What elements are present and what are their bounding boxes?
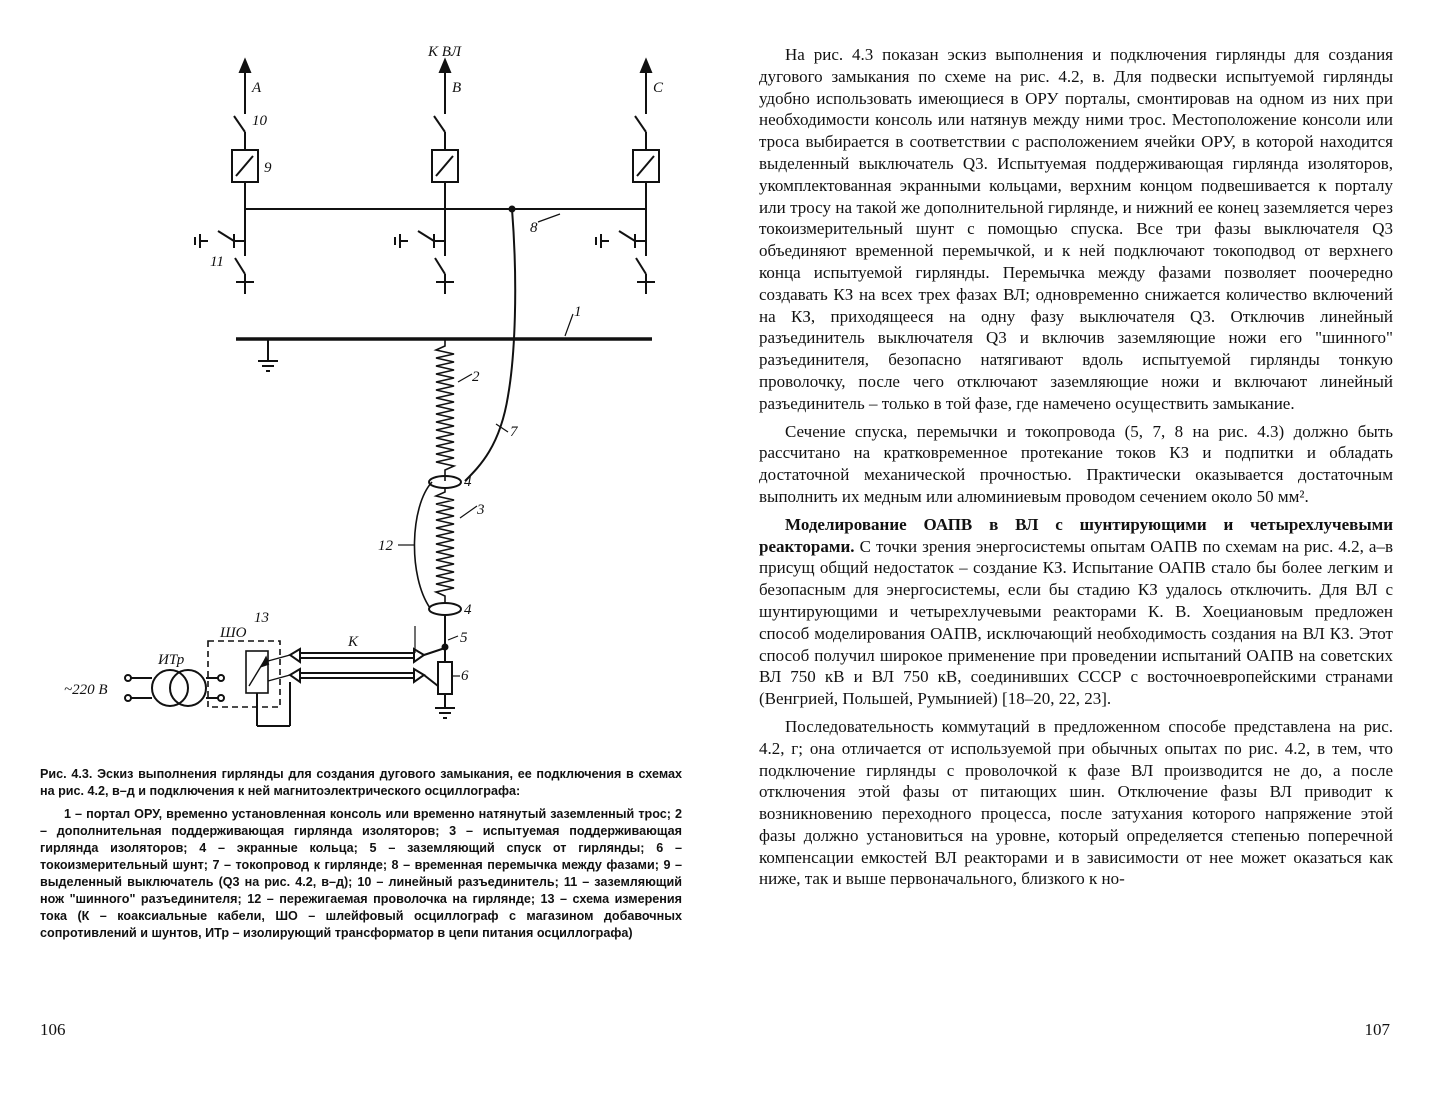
paragraph-1: На рис. 4.3 показан эскиз выполнения и подключения гирлянды для создания дугового замыкания по схеме на рис. 4.2, в. Для подвески испытуемой гирлянды удобно использовать имеющиеся в ОРУ порталы, смонтировав на одном из них при необходимости консоль или натянув между ними трос. Местоположение консоли или троса выбирается в соответствии с расположением ячейки ОРУ, в которой находится выделенный выключатель Q3. Испытуемая поддерживающая гирлянда изоляторов, укомплектованная экранными кольцами, верхним концом подвешивается к порталу или тросу на такой же дополнительной гирлянде, и нижний ее конец заземляется через токоизмерительный шунт с помощью спуска. Все три фазы выключателя Q3 объединяют временной перемычкой, и к ней подключают токоподвод от верхнего конца испытуемой гирлянды. Перемычка между фазами позволяет поочередно создавать КЗ на всех трех фазах ВЛ; одновременно снижается количество включений на КЗ, приходящееся на одну фазу выключателя Q3. Отключив линейный разъединитель выключателя Q3 и включив заземляющие ножи его "шинного" разъединителя, безопасно натягивают вдоль испытуемой гирлянды тонкую проволочку, после чего отключают заземляющие ножи и включают линейный разъединитель – только в той фазе, где намечено осуществить замыкание.	[759, 45, 1393, 413]
label-220v: ~220 В	[64, 682, 108, 698]
phase-a-line	[195, 60, 258, 294]
label-phase-c: С	[653, 80, 664, 96]
section-heading: Моделирование ОАПВ в ВЛ с шунтирующими и четырехлучевыми реакторами.	[759, 514, 1393, 556]
phase-b-line	[395, 60, 458, 294]
label-3: 3	[477, 502, 485, 518]
label-8: 8	[530, 220, 538, 236]
caption-legend: 1 – портал ОРУ, временно установленная консоль или временно натянутый заземленный трос; 2 – дополнительная поддерживающая гирлянда изоляторов; 3 – испытуемая поддерживающая гирлянда изоляторов; 4 – экранные кольца; 5 – заземляющий спуск от гирлянды; 6 – токоизмерительный шунт; 7 – токопровод к гирлянде; 8 – временная перемычка между фазами; 9 – выделенный выключатель (Q3 на рис. 4.2, в–д); 10 – линейный разъединитель; 11 – заземляющий нож "шинного" разъединителя; 12 – пережигаемая проволочка на гирлянде; 13 – схема измерения тока (К – коаксиальные кабели, ШО – шлейфовый осциллограф с магазином добавочных сопротивлений и шунтов, ИТр – изолирующий трансформатор в цепи питания осциллографа)	[40, 807, 682, 940]
paragraph-3-text: С точки зрения энергосистемы опытам ОАПВ по схемам на рис. 4.2, а–в присущ общий недостаток – создание КЗ. Испытание ОАПВ стало бы более легким и безопасным для энергосистемы, если бы стадию КЗ удалось отключить. Для ВЛ с шунтирующими и четырехлучевыми реакторами К. В. Хоециановым предложен способ моделирования ОАПВ, исключающий необходимость создания на ВЛ КЗ. Этот способ получил широкое применение при проведении испытаний ОАПВ на советских ВЛ 750 кВ и ВЛ 750 кВ, соединивших СССР с восточноевропейскими странами (Венгрией, Польшей, Румынией) [18–20, 22, 23].	[759, 536, 1393, 709]
phase-c-line	[596, 60, 659, 294]
right-page	[721, 0, 1442, 1112]
label-7: 7	[510, 424, 518, 440]
insulator-string-2	[436, 339, 454, 481]
label-4-bottom: 4	[464, 602, 472, 618]
label-6: 6	[461, 668, 469, 684]
label-11: 11	[210, 254, 224, 270]
current-shunt	[438, 662, 452, 694]
screen-ring-bottom	[429, 603, 461, 615]
burn-wire	[414, 482, 432, 608]
page-number-left: 106	[40, 1020, 66, 1039]
label-9: 9	[264, 160, 272, 176]
caption-title: Рис. 4.3. Эскиз выполнения гирлянды для создания дугового замыкания, ее подключения в схемах на рис. 4.2, в–д и подключения к ней магнитоэлектрического осциллографа:	[40, 767, 682, 798]
coaxial-cables	[290, 626, 445, 694]
paragraph-2: Сечение спуска, перемычки и токопровода (5, 7, 8 на рис. 4.3) должно быть рассчитано на кратковременное протекание токов КЗ и подпитки и обладать достаточной механической прочностью. Практически оказывается достаточным выполнить их медным или алюминиевым проводом сечением около 50 мм².	[759, 421, 1393, 506]
label-4-top: 4	[464, 474, 472, 490]
paragraph-4: Последовательность коммутаций в предложенном способе представлена на рис. 4.2, г; она отличается от используемой при обычных опытах по рис. 4.2, в тем, что подключение гирлянды с проволочкой к фазе ВЛ производится не до, а после отключения этой фазы от питающих шин. Отключение фазы ВЛ приводит к возникновению переходного процесса, после затухания которого напряжение этой фазы должно установиться на уровне, который определяется степенью поперечной компенсации емкостей ВЛ реакторами и в зависимости от нее может оказаться как ниже, так и выше первоначального, близкого к но-	[759, 716, 1393, 889]
label-sho: ШО	[220, 625, 247, 641]
paragraph-3	[759, 514, 1393, 710]
current-lead	[465, 209, 515, 481]
label-10: 10	[252, 113, 267, 129]
label-phase-b: В	[452, 80, 462, 96]
figure-caption	[40, 766, 682, 942]
label-12: 12	[378, 538, 393, 554]
page-number-right: 107	[1364, 1020, 1390, 1039]
label-k: К	[348, 634, 358, 650]
label-5: 5	[460, 630, 468, 646]
label-phase-a: А	[252, 80, 262, 96]
label-13: 13	[254, 610, 269, 626]
body-text	[759, 44, 1393, 890]
insulator-string-3	[436, 488, 454, 604]
label-kvl: К ВЛ	[428, 44, 462, 60]
label-itr: ИТр	[158, 652, 185, 668]
label-1: 1	[574, 304, 582, 320]
circuit-diagram	[40, 36, 680, 736]
label-2: 2	[472, 369, 480, 385]
